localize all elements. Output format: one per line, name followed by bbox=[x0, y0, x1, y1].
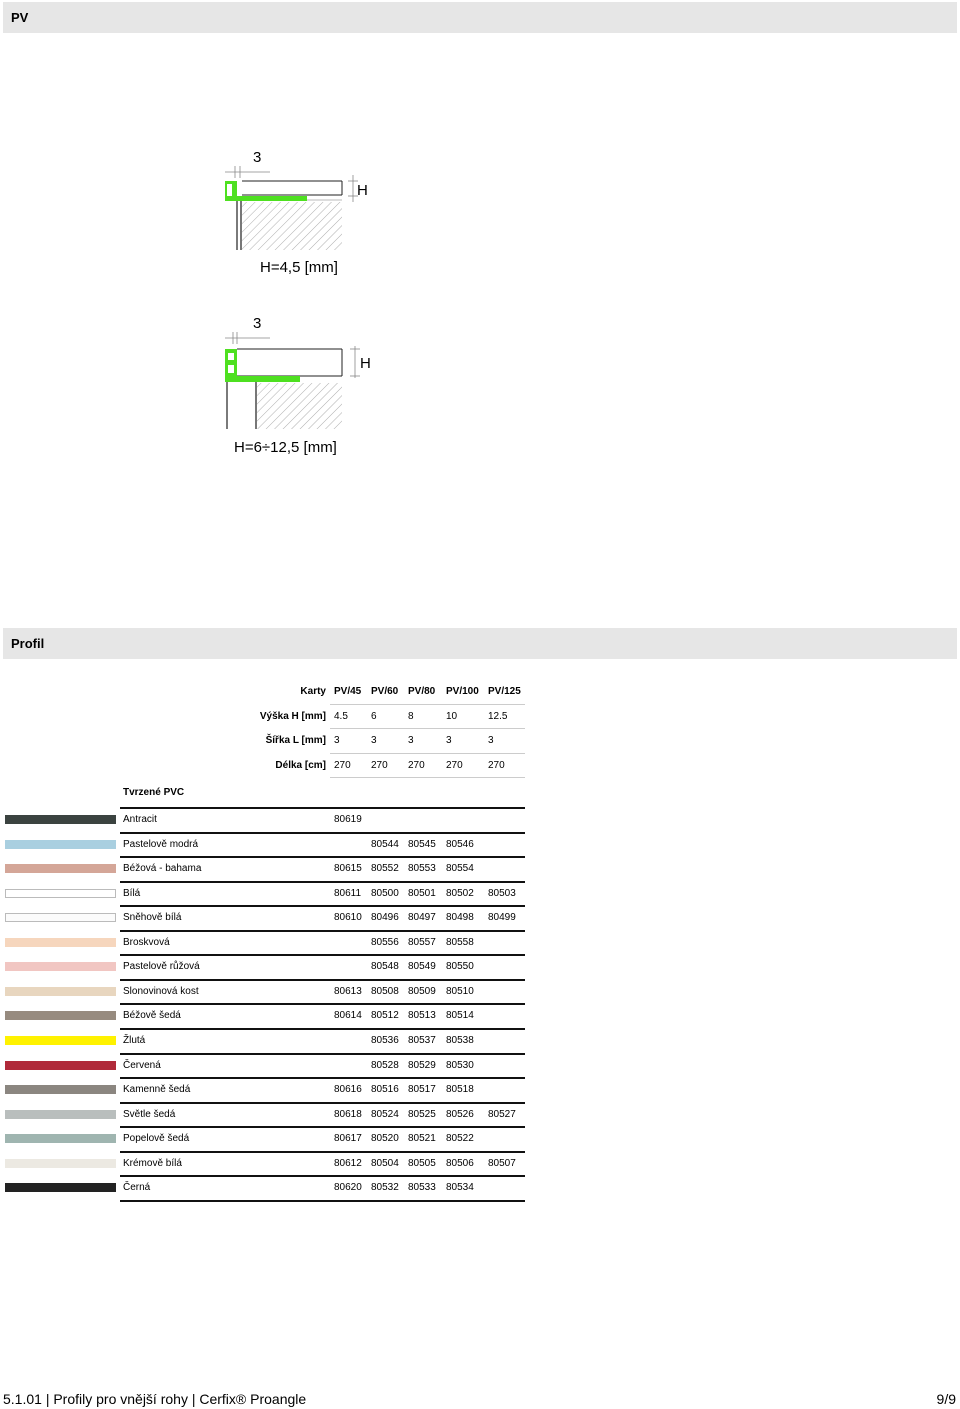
product-code: 80498 bbox=[446, 912, 474, 924]
product-code: 80510 bbox=[446, 985, 474, 997]
product-code: 80529 bbox=[408, 1059, 436, 1071]
divider bbox=[330, 777, 525, 778]
color-name: Broskvová bbox=[123, 936, 170, 948]
spec-label: Karty bbox=[300, 686, 326, 697]
table-row bbox=[0, 1029, 960, 1053]
color-name: Černá bbox=[123, 1182, 151, 1194]
diagram-small-caption: H=4,5 [mm] bbox=[260, 259, 338, 276]
color-swatch bbox=[5, 1110, 116, 1119]
section-header-profil: Profil bbox=[3, 628, 957, 659]
row-divider bbox=[120, 1003, 525, 1005]
table-bottom-divider bbox=[120, 1200, 525, 1202]
product-code: 80500 bbox=[371, 887, 399, 899]
profile-diagram-large bbox=[215, 310, 380, 435]
spec-value: PV/45 bbox=[334, 686, 362, 697]
color-name: Sněhově bílá bbox=[123, 912, 182, 924]
spec-value: 3 bbox=[371, 735, 377, 746]
width-dimension-label: 3 bbox=[253, 149, 262, 166]
product-code: 80520 bbox=[371, 1133, 399, 1145]
page-title: PV bbox=[3, 2, 957, 33]
product-code: 80538 bbox=[446, 1034, 474, 1046]
table-row bbox=[0, 931, 960, 955]
table-row bbox=[0, 1004, 960, 1028]
color-name: Béžová - bahama bbox=[123, 863, 202, 875]
row-divider bbox=[120, 905, 525, 907]
product-code: 80611 bbox=[334, 887, 362, 899]
row-divider bbox=[120, 1102, 525, 1104]
spec-value: 12.5 bbox=[488, 711, 508, 722]
product-code: 80527 bbox=[488, 1108, 516, 1120]
color-name: Kamenně šedá bbox=[123, 1084, 191, 1096]
product-code: 80522 bbox=[446, 1133, 474, 1145]
color-swatch bbox=[5, 962, 116, 971]
row-divider bbox=[120, 954, 525, 956]
spec-value: PV/80 bbox=[408, 686, 436, 697]
product-code: 80618 bbox=[334, 1108, 362, 1120]
table-row bbox=[0, 1176, 960, 1200]
product-code: 80517 bbox=[408, 1084, 436, 1096]
diagram-large-caption: H=6÷12,5 [mm] bbox=[234, 439, 337, 456]
product-code: 80505 bbox=[408, 1157, 436, 1169]
product-code: 80504 bbox=[371, 1157, 399, 1169]
color-name: Žlutá bbox=[123, 1034, 146, 1046]
table-row bbox=[0, 906, 960, 930]
table-row bbox=[0, 955, 960, 979]
spec-value: 10 bbox=[446, 711, 458, 722]
table-row bbox=[0, 833, 960, 857]
row-divider bbox=[120, 1077, 525, 1079]
product-code: 80556 bbox=[371, 936, 399, 948]
table-row bbox=[0, 1127, 960, 1151]
color-name: Popelově šedá bbox=[123, 1133, 190, 1145]
spec-value: 3 bbox=[334, 735, 340, 746]
product-code: 80613 bbox=[334, 985, 362, 997]
product-code: 80496 bbox=[371, 912, 399, 924]
product-code: 80526 bbox=[446, 1108, 474, 1120]
table-row bbox=[0, 1078, 960, 1102]
table-row bbox=[0, 882, 960, 906]
color-swatch bbox=[5, 815, 116, 824]
color-name: Antracit bbox=[123, 814, 157, 825]
color-swatch bbox=[5, 840, 116, 849]
product-code: 80514 bbox=[446, 1010, 474, 1022]
color-swatch bbox=[5, 1134, 116, 1143]
product-code: 80509 bbox=[408, 985, 436, 997]
product-code: 80620 bbox=[334, 1182, 362, 1194]
spec-value: 270 bbox=[488, 760, 505, 771]
row-divider bbox=[120, 856, 525, 858]
color-name: Pastelově růžová bbox=[123, 961, 200, 973]
color-name: Krémově bílá bbox=[123, 1157, 182, 1169]
product-code: 80532 bbox=[371, 1182, 399, 1194]
spec-value: 270 bbox=[334, 760, 351, 771]
product-code: 80553 bbox=[408, 863, 436, 875]
product-code: 80501 bbox=[408, 887, 436, 899]
row-divider bbox=[120, 1126, 525, 1128]
product-code: 80550 bbox=[446, 961, 474, 973]
color-name: Pastelově modrá bbox=[123, 838, 199, 850]
product-code: 80534 bbox=[446, 1182, 474, 1194]
profile-diagram-small bbox=[215, 140, 375, 255]
product-code: 80497 bbox=[408, 912, 436, 924]
table-row bbox=[0, 1054, 960, 1078]
color-swatch bbox=[5, 1011, 116, 1020]
divider bbox=[330, 728, 525, 729]
product-code: 80557 bbox=[408, 936, 436, 948]
table-row bbox=[0, 1103, 960, 1127]
row-divider bbox=[120, 1053, 525, 1055]
footer-document-title: 5.1.01 | Profily pro vnější rohy | Cerfix® Proangle bbox=[3, 1391, 307, 1407]
table-row bbox=[0, 808, 960, 832]
product-code: 80549 bbox=[408, 961, 436, 973]
spec-value: PV/125 bbox=[488, 686, 521, 697]
product-code: 80544 bbox=[371, 838, 399, 850]
color-swatch bbox=[5, 987, 116, 996]
product-code: 80506 bbox=[446, 1157, 474, 1169]
product-code: 80617 bbox=[334, 1133, 362, 1145]
color-swatch bbox=[5, 1061, 116, 1070]
product-code: 80503 bbox=[488, 887, 516, 899]
spec-label: Výška H [mm] bbox=[259, 711, 326, 722]
row-divider bbox=[120, 832, 525, 834]
table-row bbox=[0, 857, 960, 881]
spec-value: PV/60 bbox=[371, 686, 399, 697]
spec-value: PV/100 bbox=[446, 686, 479, 697]
color-swatch bbox=[5, 1036, 116, 1045]
section-label-tvrzene-pvc: Tvrzené PVC bbox=[123, 787, 185, 798]
product-code: 80616 bbox=[334, 1084, 362, 1096]
color-swatch bbox=[5, 913, 116, 922]
row-divider bbox=[120, 979, 525, 981]
spec-value: 6 bbox=[371, 711, 377, 722]
product-code: 80536 bbox=[371, 1034, 399, 1046]
footer-page-number: 9/9 bbox=[936, 1391, 956, 1407]
color-name: Slonovinová kost bbox=[123, 985, 199, 997]
table-row bbox=[0, 1152, 960, 1176]
product-code: 80516 bbox=[371, 1084, 399, 1096]
spec-value: 3 bbox=[488, 735, 494, 746]
color-name: Světle šedá bbox=[123, 1108, 176, 1120]
product-code: 80513 bbox=[408, 1010, 436, 1022]
divider bbox=[330, 704, 525, 705]
product-code: 80530 bbox=[446, 1059, 474, 1071]
product-code: 80521 bbox=[408, 1133, 436, 1145]
color-swatch bbox=[5, 1085, 116, 1094]
table-row bbox=[0, 980, 960, 1004]
color-name: Béžově šedá bbox=[123, 1010, 181, 1022]
spec-value: 270 bbox=[408, 760, 425, 771]
spec-value: 270 bbox=[446, 760, 463, 771]
row-divider bbox=[120, 930, 525, 932]
color-swatch bbox=[5, 938, 116, 947]
width-dimension-label: 3 bbox=[253, 315, 262, 332]
color-swatch bbox=[5, 889, 116, 898]
product-code: 80548 bbox=[371, 961, 399, 973]
row-divider bbox=[120, 1175, 525, 1177]
product-code: 80546 bbox=[446, 838, 474, 850]
divider bbox=[330, 753, 525, 754]
color-swatch bbox=[5, 864, 116, 873]
product-code: 80528 bbox=[371, 1059, 399, 1071]
product-code: 80512 bbox=[371, 1010, 399, 1022]
spec-value: 3 bbox=[408, 735, 414, 746]
product-code: 80610 bbox=[334, 912, 362, 924]
product-code: 80537 bbox=[408, 1034, 436, 1046]
spec-value: 4.5 bbox=[334, 711, 348, 722]
product-code: 80533 bbox=[408, 1182, 436, 1194]
product-code: 80499 bbox=[488, 912, 516, 924]
product-code: 80554 bbox=[446, 863, 474, 875]
spec-value: 270 bbox=[371, 760, 388, 771]
product-code: 80552 bbox=[371, 863, 399, 875]
product-code: 80507 bbox=[488, 1157, 516, 1169]
product-code: 80502 bbox=[446, 887, 474, 899]
product-code: 80614 bbox=[334, 1010, 362, 1022]
color-name: Červená bbox=[123, 1059, 161, 1071]
spec-value: 8 bbox=[408, 711, 414, 722]
spec-label: Délka [cm] bbox=[275, 760, 326, 771]
color-swatch bbox=[5, 1183, 116, 1192]
product-code: 80558 bbox=[446, 936, 474, 948]
product-code: 80615 bbox=[334, 863, 362, 875]
product-code: 80612 bbox=[334, 1157, 362, 1169]
height-dimension-label: H bbox=[357, 182, 368, 199]
height-dimension-label: H bbox=[360, 355, 371, 372]
product-code: 80545 bbox=[408, 838, 436, 850]
row-divider bbox=[120, 807, 525, 809]
product-code: 80508 bbox=[371, 985, 399, 997]
spec-value: 3 bbox=[446, 735, 452, 746]
product-code: 80518 bbox=[446, 1084, 474, 1096]
row-divider bbox=[120, 881, 525, 883]
spec-label: Šířka L [mm] bbox=[265, 735, 326, 746]
product-code: 80524 bbox=[371, 1108, 399, 1120]
row-divider bbox=[120, 1151, 525, 1153]
row-divider bbox=[120, 1028, 525, 1030]
product-code: 80525 bbox=[408, 1108, 436, 1120]
color-name: Bílá bbox=[123, 887, 141, 899]
color-swatch bbox=[5, 1159, 116, 1168]
product-code: 80619 bbox=[334, 814, 362, 825]
